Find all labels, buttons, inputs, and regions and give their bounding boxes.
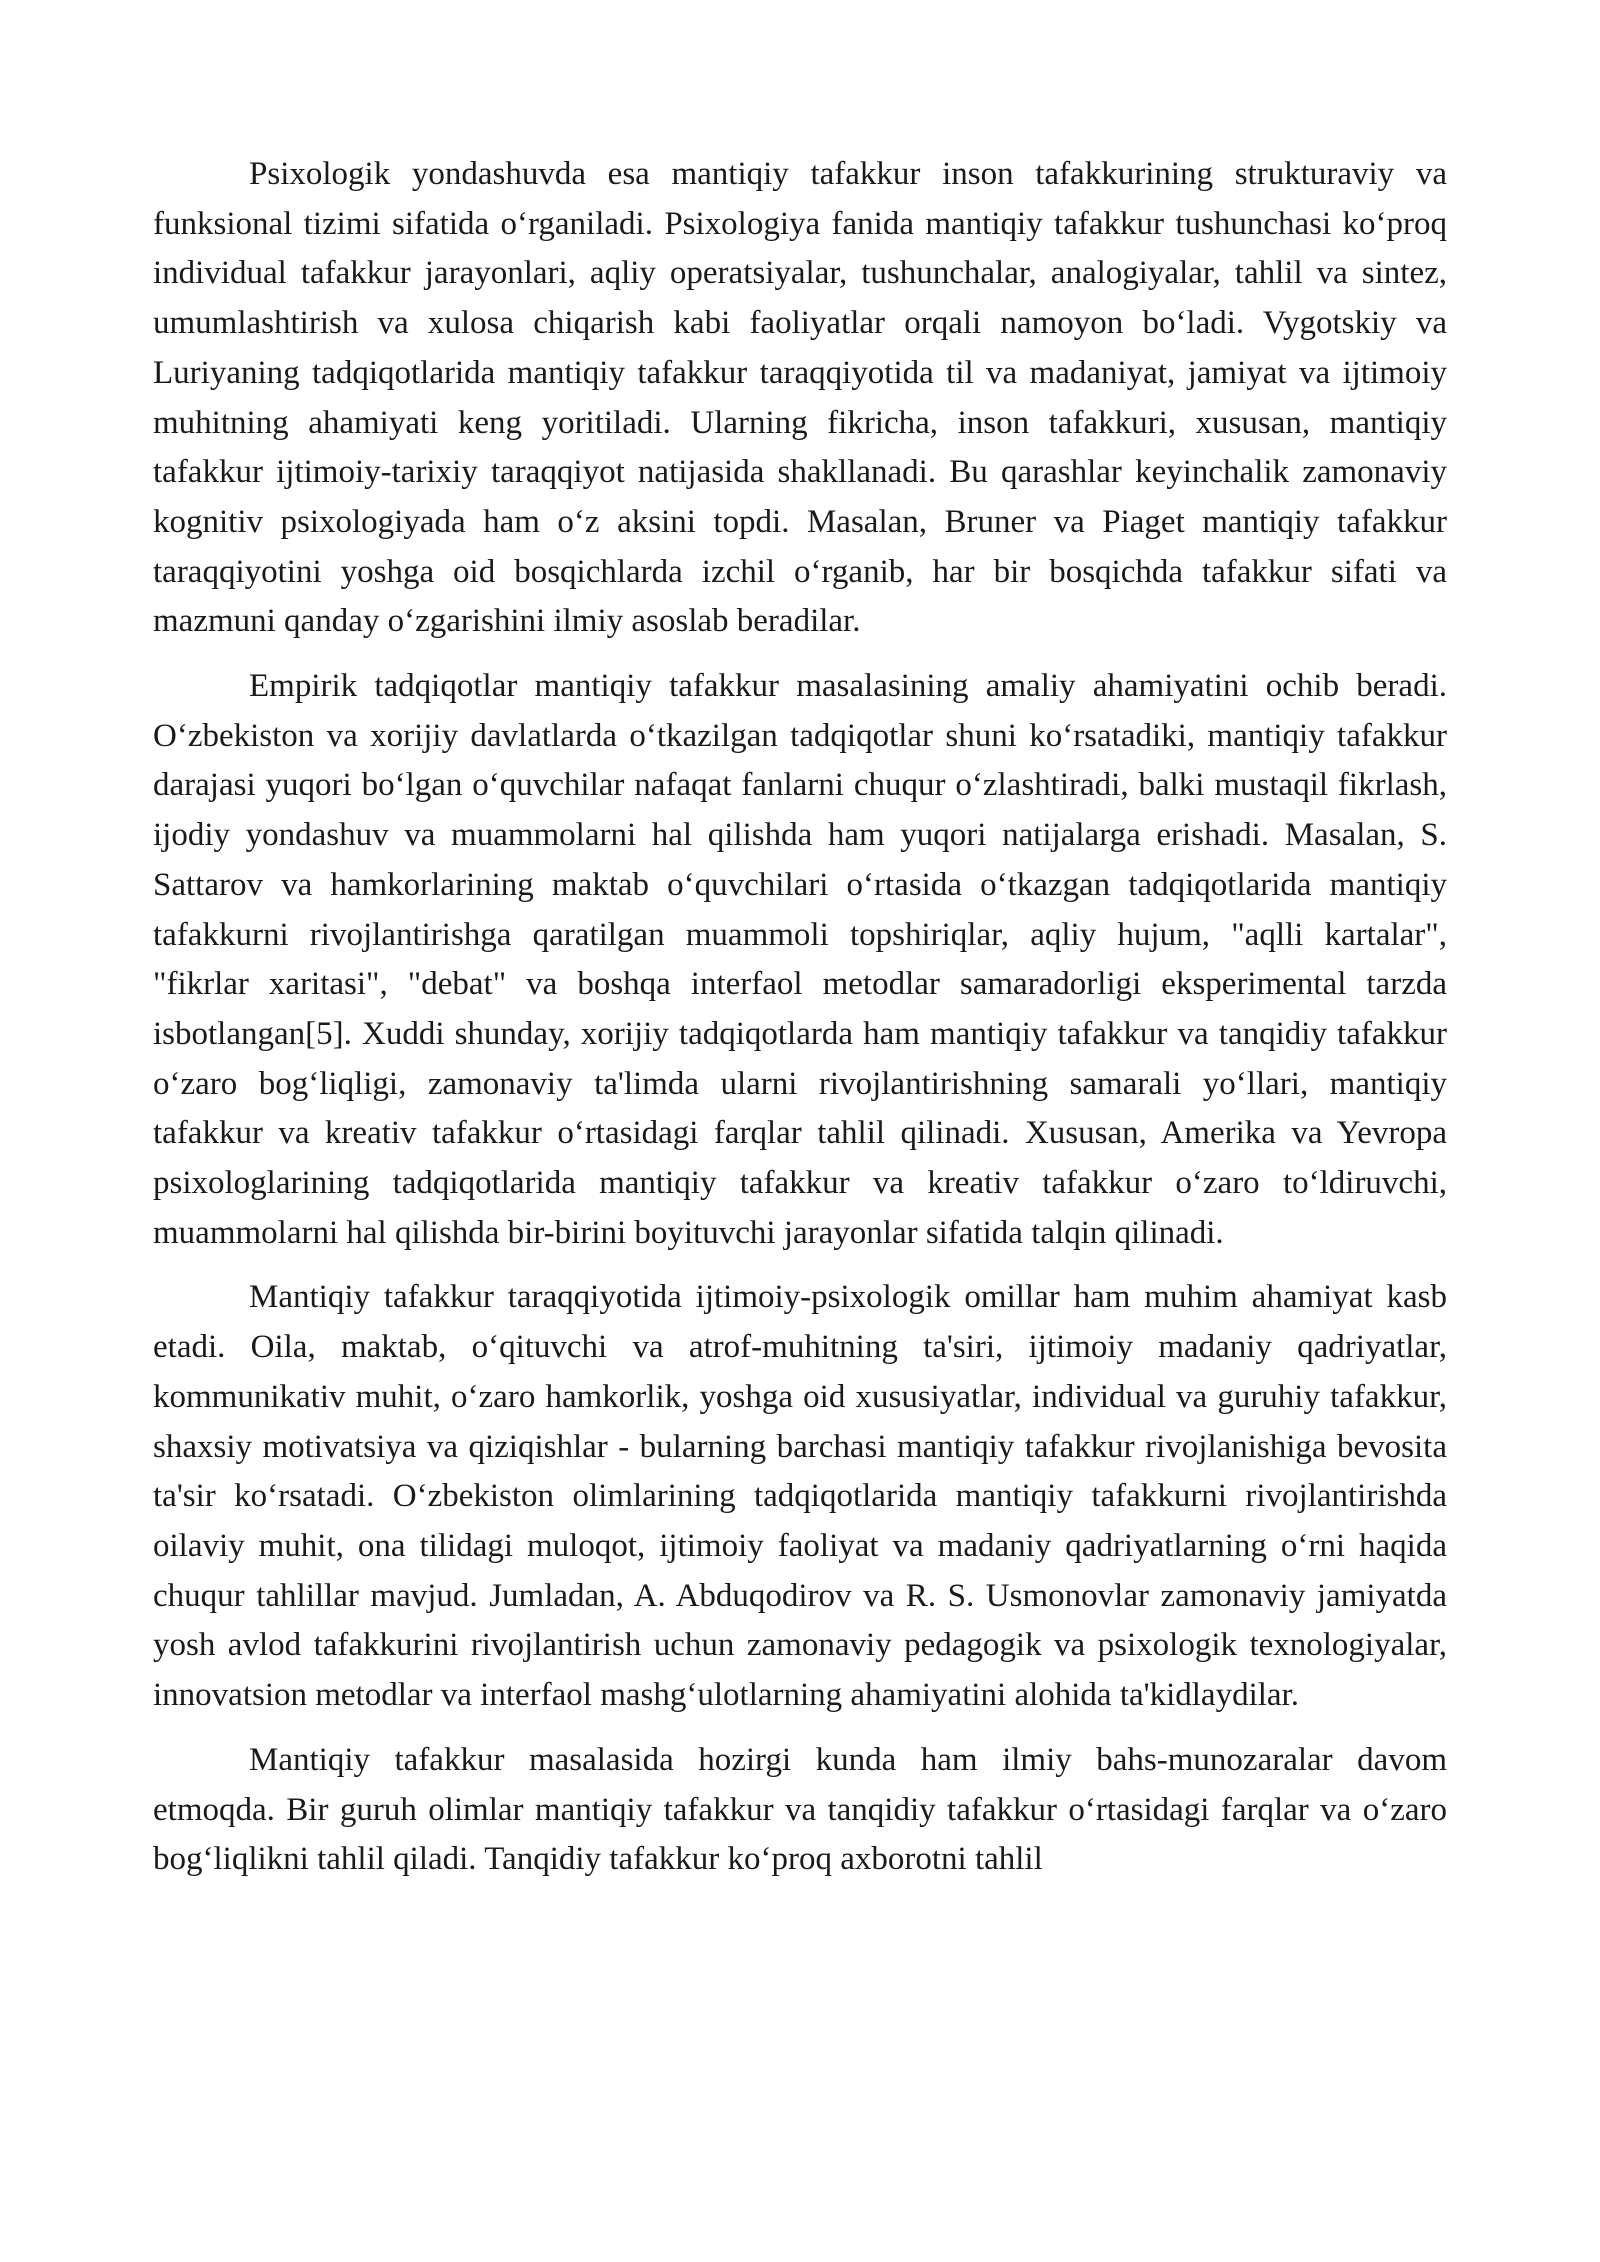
paragraph-social-factors: Mantiqiy tafakkur taraqqiyotida ijtimoiy-psixologik omillar ham muhim ahamiyat kasb etadi. Oila, maktab, o‘qituvchi va atrof-muhitning ta'siri, ijtimoiy madaniy qadriyatlar, kommunikativ muhit, o‘zaro hamkorlik, yoshga oid xususiyatlar, individual va guruhiy tafakkur, shaxsiy motivatsiya va qiziqishlar - bularning barchasi mantiqiy tafakkur rivojlanishiga bevosita ta'sir ko‘rsatadi. O‘zbekiston olimlarining tadqiqotlarida mantiqiy tafakkurni rivojlantirishda oilaviy muhit, ona tilidagi muloqot, ijtimoiy faoliyat va madaniy qadriyatlarning o‘rni haqida chuqur tahlillar mavjud. Jumladan, A. Abduqodirov va R. S. Usmonovlar zamonaviy jamiyatda yosh avlod tafakkurini rivojlantirish uchun zamonaviy pedagogik va psixologik texnologiyalar, innovatsion metodlar va interfaol mashg‘ulotlarning ahamiyatini alohida ta'kidlaydilar. (153, 1279, 1447, 1714)
paragraph-empirical-research: Empirik tadqiqotlar mantiqiy tafakkur masalasining amaliy ahamiyatini ochib beradi. O‘zbekiston va xorijiy davlatlarda o‘tkazilgan tadqiqotlar shuni ko‘rsatadiki, mantiqiy tafakkur darajasi yuqori bo‘lgan o‘quvchilar nafaqat fanlarni chuqur o‘zlashtiradi, balki mustaqil fikrlash, ijodiy yondashuv va muammolarni hal qilishda ham yuqori natijalarga erishadi. Masalan, S. Sattarov va hamkorlarining maktab o‘quvchilari o‘rtasida o‘tkazgan tadqiqotlarida mantiqiy tafakkurni rivojlantirishga qaratilgan muammoli topshiriqlar, aqliy hujum, "aqlli kartalar", "fikrlar xaritasi", "debat" va boshqa interfaol metodlar samaradorligi eksperimental tarzda isbotlangan[5]. Xuddi shunday, xorijiy tadqiqotlarda ham mantiqiy tafakkur va tanqidiy tafakkur o‘zaro bog‘liqligi, zamonaviy ta'limda ularni rivojlantirishning samarali yo‘llari, mantiqiy tafakkur va kreativ tafakkur o‘rtasidagi farqlar tahlil qilinadi. Xususan, Amerika va Yevropa psixologlarining tadqiqotlarida mantiqiy tafakkur va kreativ tafakkur o‘zaro to‘ldiruvchi, muammolarni hal qilishda bir-birini boyituvchi jarayonlar sifatida talqin qilinadi. (153, 668, 1447, 1251)
paragraph-psychological-approach: Psixologik yondashuvda esa mantiqiy tafakkur inson tafakkurining strukturaviy va funksional tizimi sifatida o‘rganiladi. Psixologiya fanida mantiqiy tafakkur tushunchasi ko‘proq individual tafakkur jarayonlari, aqliy operatsiyalar, tushunchalar, analogiyalar, tahlil va sintez, umumlashtirish va xulosa chiqarish kabi faoliyatlar orqali namoyon bo‘ladi. Vygotskiy va Luriyaning tadqiqotlarida mantiqiy tafakkur taraqqiyotida til va madaniyat, jamiyat va ijtimoiy muhitning ahamiyati keng yoritiladi. Ularning fikricha, inson tafakkuri, xususan, mantiqiy tafakkur ijtimoiy-tarixiy taraqqiyot natijasida shakllanadi. Bu qarashlar keyinchalik zamonaviy kognitiv psixologiyada ham o‘z aksini topdi. Masalan, Bruner va Piaget mantiqiy tafakkur taraqqiyotini yoshga oid bosqichlarda izchil o‘rganib, har bir bosqichda tafakkur sifati va mazmuni qanday o‘zgarishini ilmiy asoslab beradilar. (153, 156, 1447, 640)
paragraph-scientific-debates: Mantiqiy tafakkur masalasida hozirgi kunda ham ilmiy bahs-munozaralar davom etmoqda. Bir guruh olimlar mantiqiy tafakkur va tanqidiy tafakkur o‘rtasidagi farqlar va o‘zaro bog‘liqlikni tahlil qiladi. Tanqidiy tafakkur ko‘proq axborotni tahlil (153, 1741, 1447, 1878)
document-page (153, 150, 1447, 1900)
